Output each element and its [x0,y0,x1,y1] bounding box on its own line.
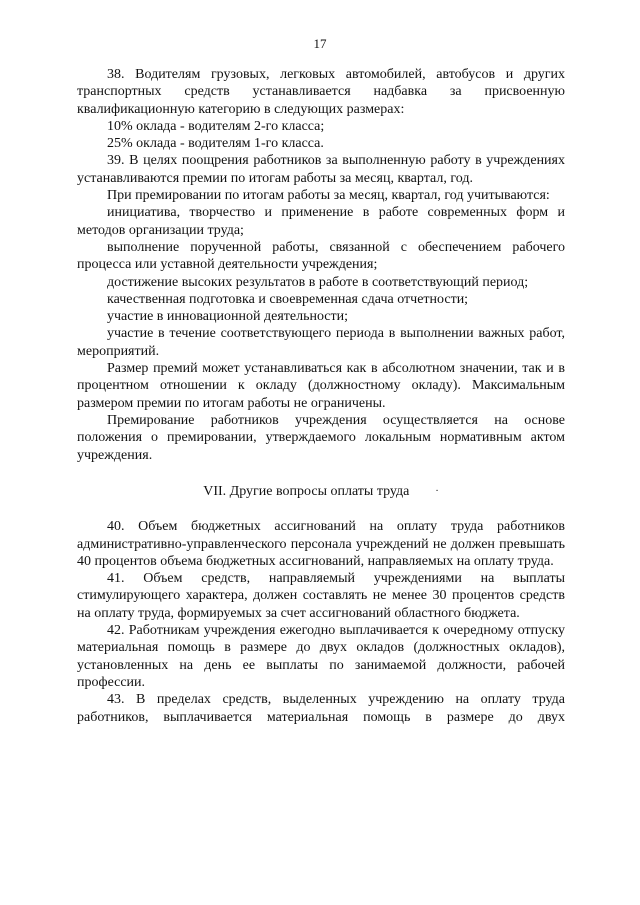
page-number: 17 [313,36,327,51]
paragraph-criterion-initiative: инициатива, творчество и применение в работе современных форм и методов организации труда; [77,205,565,238]
paragraph-criterion-reporting: качественная подготовка и своевременная сдача отчетности; [107,291,469,307]
paragraph-38: 38. Водителям грузовых, легковых автомобилей, автобусов и других транспортных средств устанавливается надбавка за присвоенную квалификационную категорию в следующих размерах: [77,67,565,117]
paragraph-criterion-assigned-work: выполнение порученной работы, связанной с обеспечением рабочего процесса или уставной деятельности учреждения; [77,239,565,273]
paragraph-42: 42. Работникам учреждения ежегодно выплачивается к очередному отпуску материальная помощь в размере до двух окладов (должностных окладов), установленных на день ее выплаты по занимаемой должности, рабочей профессии. [77,623,565,690]
paragraph-criterion-innovation: участие в инновационной деятельности; [107,309,349,325]
paragraph-criterion-important-works: участие в течение соответствующего периода в выполнении важных работ, мероприятий. [77,326,565,359]
paragraphs-after-heading [77,518,565,726]
paragraph-rate-1st-class: 25% оклада - водителям 1-го класса. [107,136,324,152]
paragraph-39: 39. В целях поощрения работников за выполненную работу в учреждениях устанавливаются премии по итогам работы за месяц, квартал, год. [77,153,565,186]
section-heading-text: VII. Другие вопросы оплаты труда [203,483,410,499]
paragraph-40: 40. Объем бюджетных ассигнований на оплату труда работников административно-управленческого персонала учреждений не должен превышать 40 процентов объема бюджетных ассигнований, направляемых на оплату труда. [77,519,565,569]
paragraph-41: 41. Объем средств, направляемый учреждениями на выплаты стимулирующего характера, должен составлять не менее 30 процентов средств на оплату труда, формируемых за счет ассигнований областного бюджета. [77,571,565,621]
paragraph-criterion-high-results: достижение высоких результатов в работе в соответствующий период; [107,274,529,290]
paragraph-bonus-size: Размер премий может устанавливаться как в абсолютном значении, так и в процентном отношении к окладу (должностному окладу). Максимальным размером премии по итогам работы не ограничены. [77,361,565,411]
paragraph-43: 43. В пределах средств, выделенных учреждению на оплату труда работников, выплачивается материальная помощь в размере до двух [77,692,565,725]
heading-mark: · [435,485,439,497]
section-heading [77,483,565,500]
paragraphs-before-heading [77,66,565,464]
document-body [77,66,565,726]
paragraph-bonus-criteria-intro: При премировании по итогам работы за месяц, квартал, год учитываются: [107,188,550,204]
paragraph-bonus-regulation: Премирование работников учреждения осуществляется на основе положения о премировании, утверждаемого локальным нормативным актом учреждения. [77,412,565,463]
paragraph-rate-2nd-class: 10% оклада - водителям 2-го класса; [107,118,325,134]
